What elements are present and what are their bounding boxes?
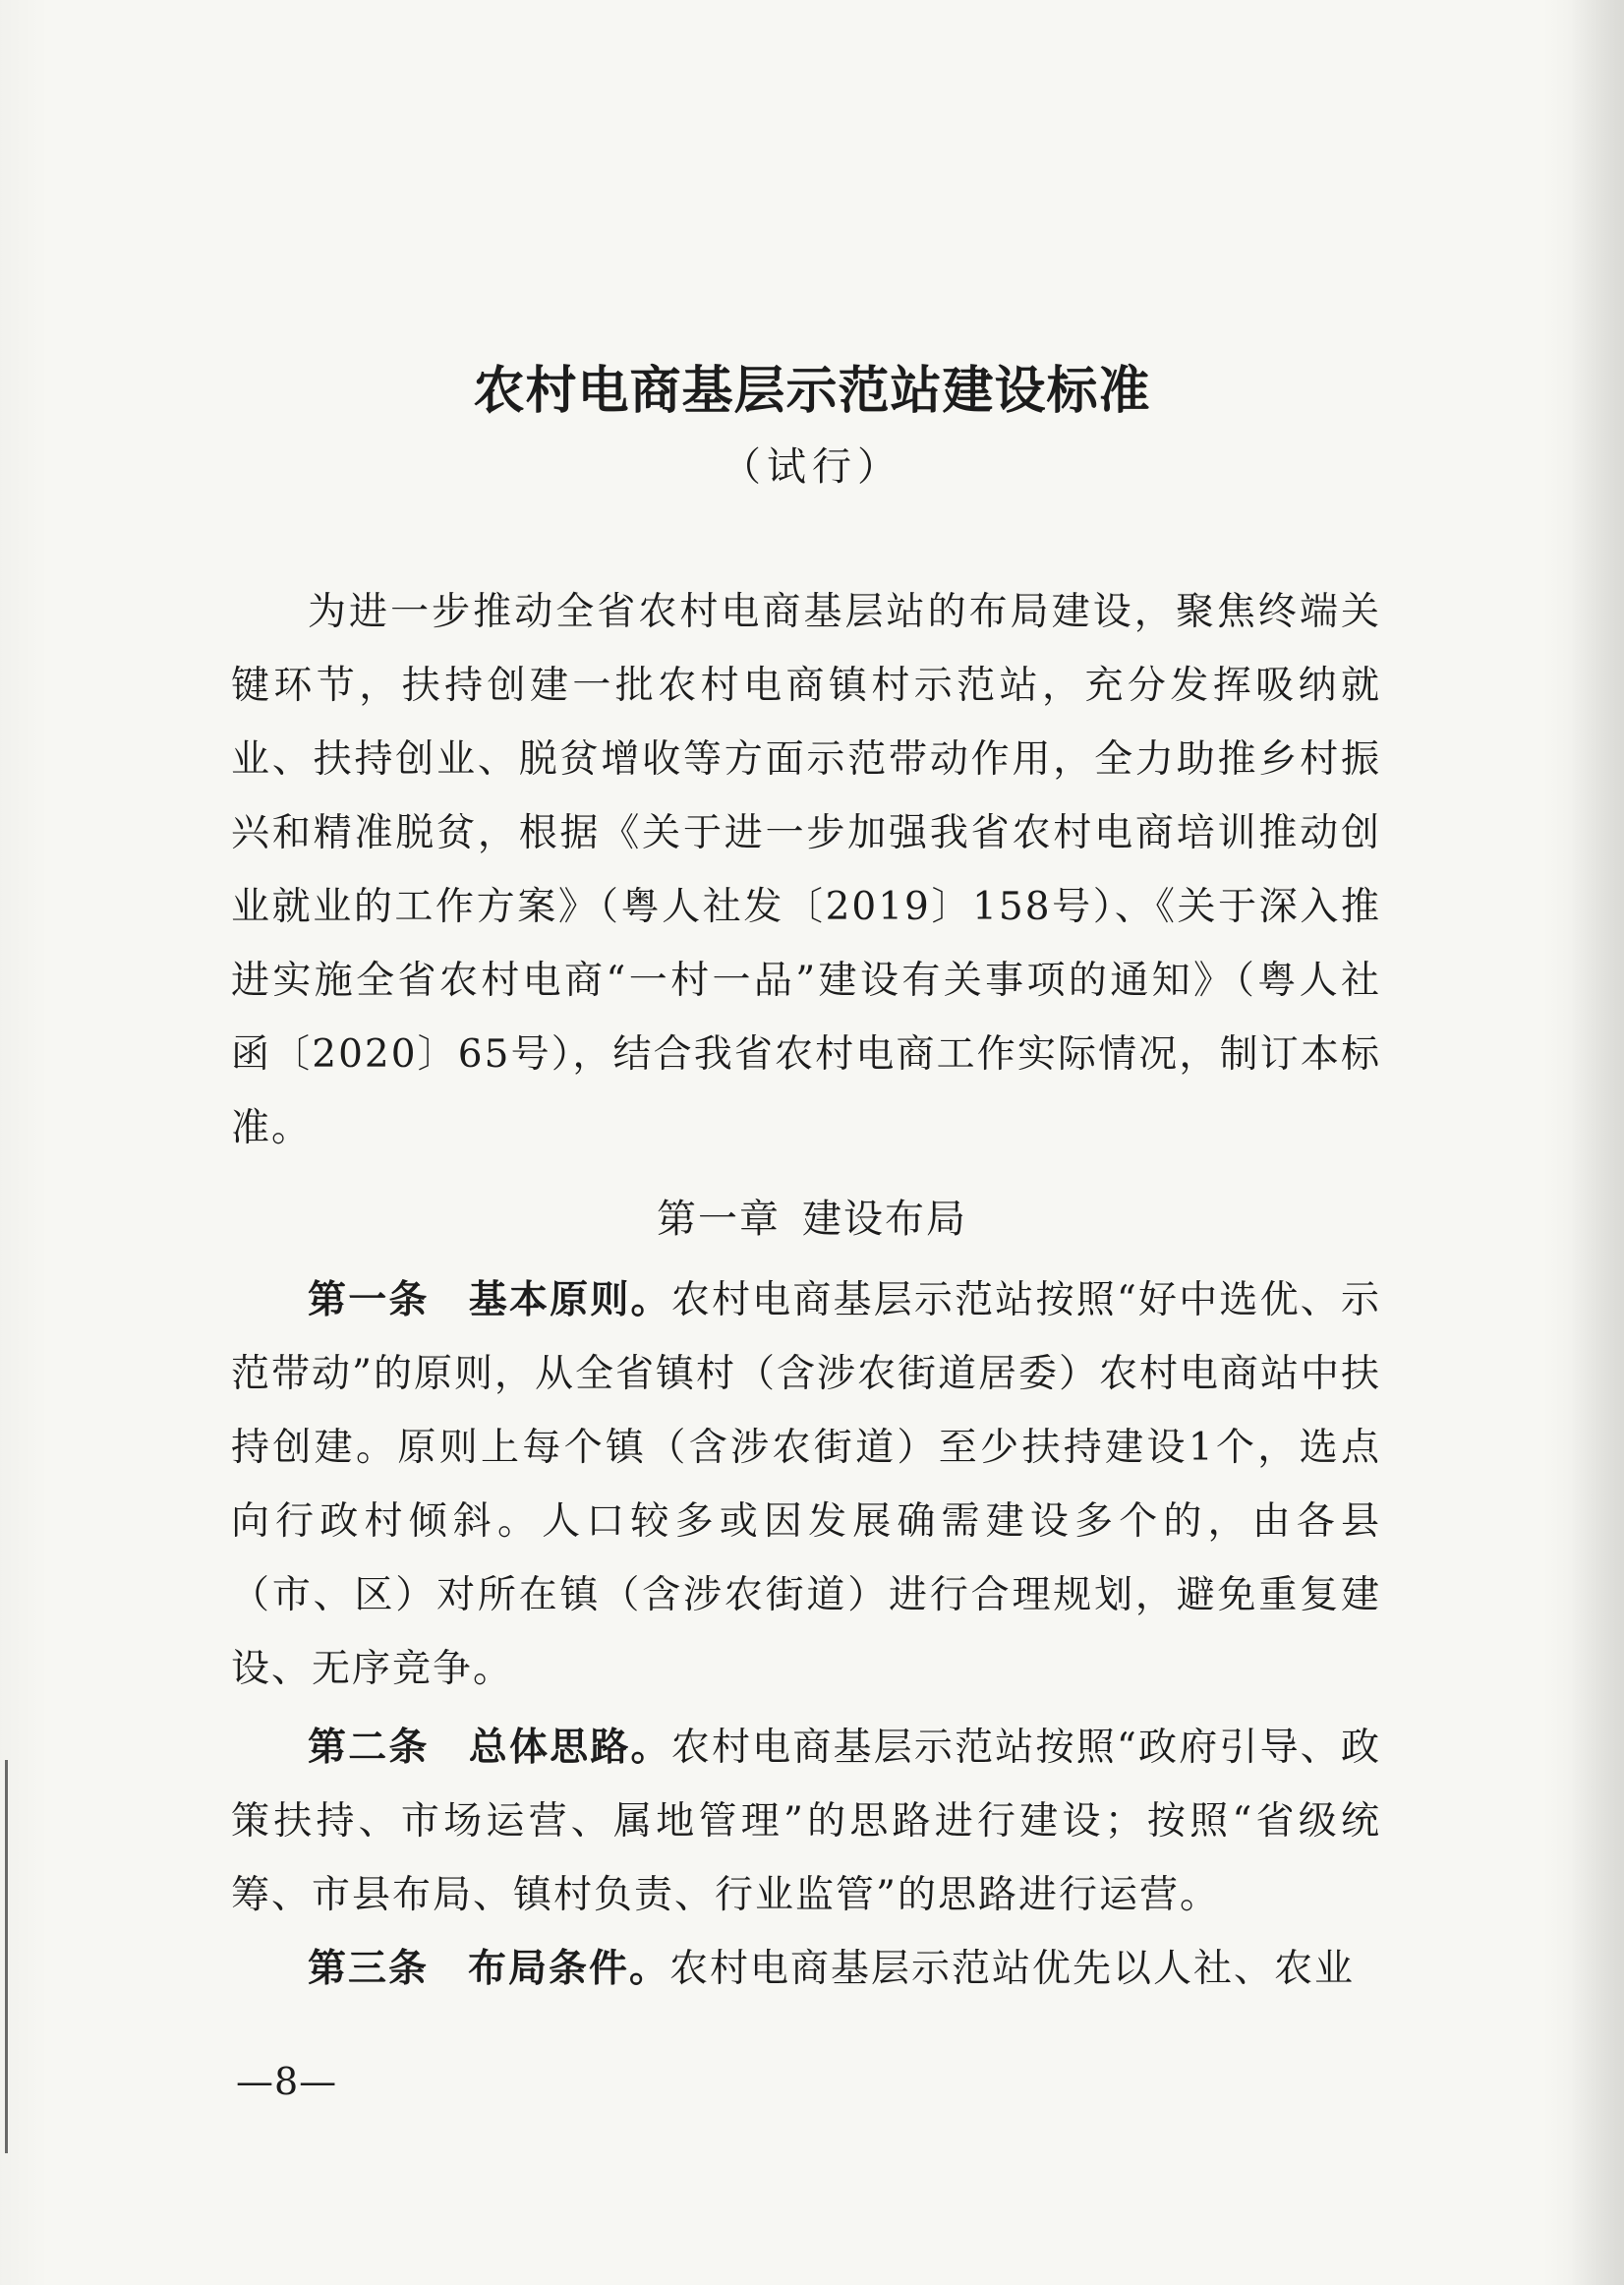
article-1-body: 农村电商基层示范站按照“好中选优、示范带动”的原则，从全省镇村（含涉农街道居委）农村电商站中扶持创建。原则上每个镇（含涉农街道）至少扶持建设1个，选点向行政村倾斜。人口较多或因发展确需建设多个的，由各县（市、区）对所在镇（含涉农街道）进行合理规划，避免重复建设、无序竞争。 <box>231 1278 1381 1691</box>
article-2 <box>231 1711 1381 1932</box>
article-3 <box>231 1932 1381 2006</box>
page-number: —8— <box>236 2060 338 2103</box>
scan-edge-shadow <box>1570 0 1624 2285</box>
article-2-body: 农村电商基层示范站按照“政府引导、政策扶持、市场运营、属地管理”的思路进行建设；按照“省级统筹、市县布局、镇村负责、行业监管”的思路进行运营。 <box>231 1726 1381 1917</box>
article-2-number: 第二条 <box>308 1726 430 1770</box>
article-3-body: 农村电商基层示范站优先以人社、农业 <box>669 1947 1356 1991</box>
chapter-heading <box>0 1188 1624 1244</box>
article-3-number: 第三条 <box>308 1947 430 1991</box>
document-title: 农村电商基层示范站建设标准 <box>473 361 1151 421</box>
chapter-number: 第一章 <box>657 1197 781 1242</box>
scan-margin-mark <box>5 1760 8 2153</box>
article-1-title: 基本原则。 <box>468 1278 671 1322</box>
article-1 <box>231 1263 1381 1706</box>
article-2-title: 总体思路。 <box>468 1726 671 1770</box>
article-3-title: 布局条件。 <box>468 1947 670 1991</box>
intro-paragraph: 为进一步推动全省农村电商基层站的布局建设，聚焦终端关键环节，扶持创建一批农村电商镇村示范站，充分发挥吸纳就业、扶持创业、脱贫增收等方面示范带动作用，全力助推乡村振兴和精准脱贫，根据《关于进一步加强我省农村电商培训推动创业就业的工作方案》（粤人社发〔2019〕158号）、《关于深入推进实施全省农村电商“一村一品”建设有关事项的通知》（粤人社函〔2020〕65号），结合我省农村电商工作实际情况，制订本标准。 <box>231 590 1381 1150</box>
document-subtitle: （试行） <box>722 444 902 490</box>
article-1-number: 第一条 <box>308 1278 430 1322</box>
chapter-title: 建设布局 <box>802 1197 967 1242</box>
